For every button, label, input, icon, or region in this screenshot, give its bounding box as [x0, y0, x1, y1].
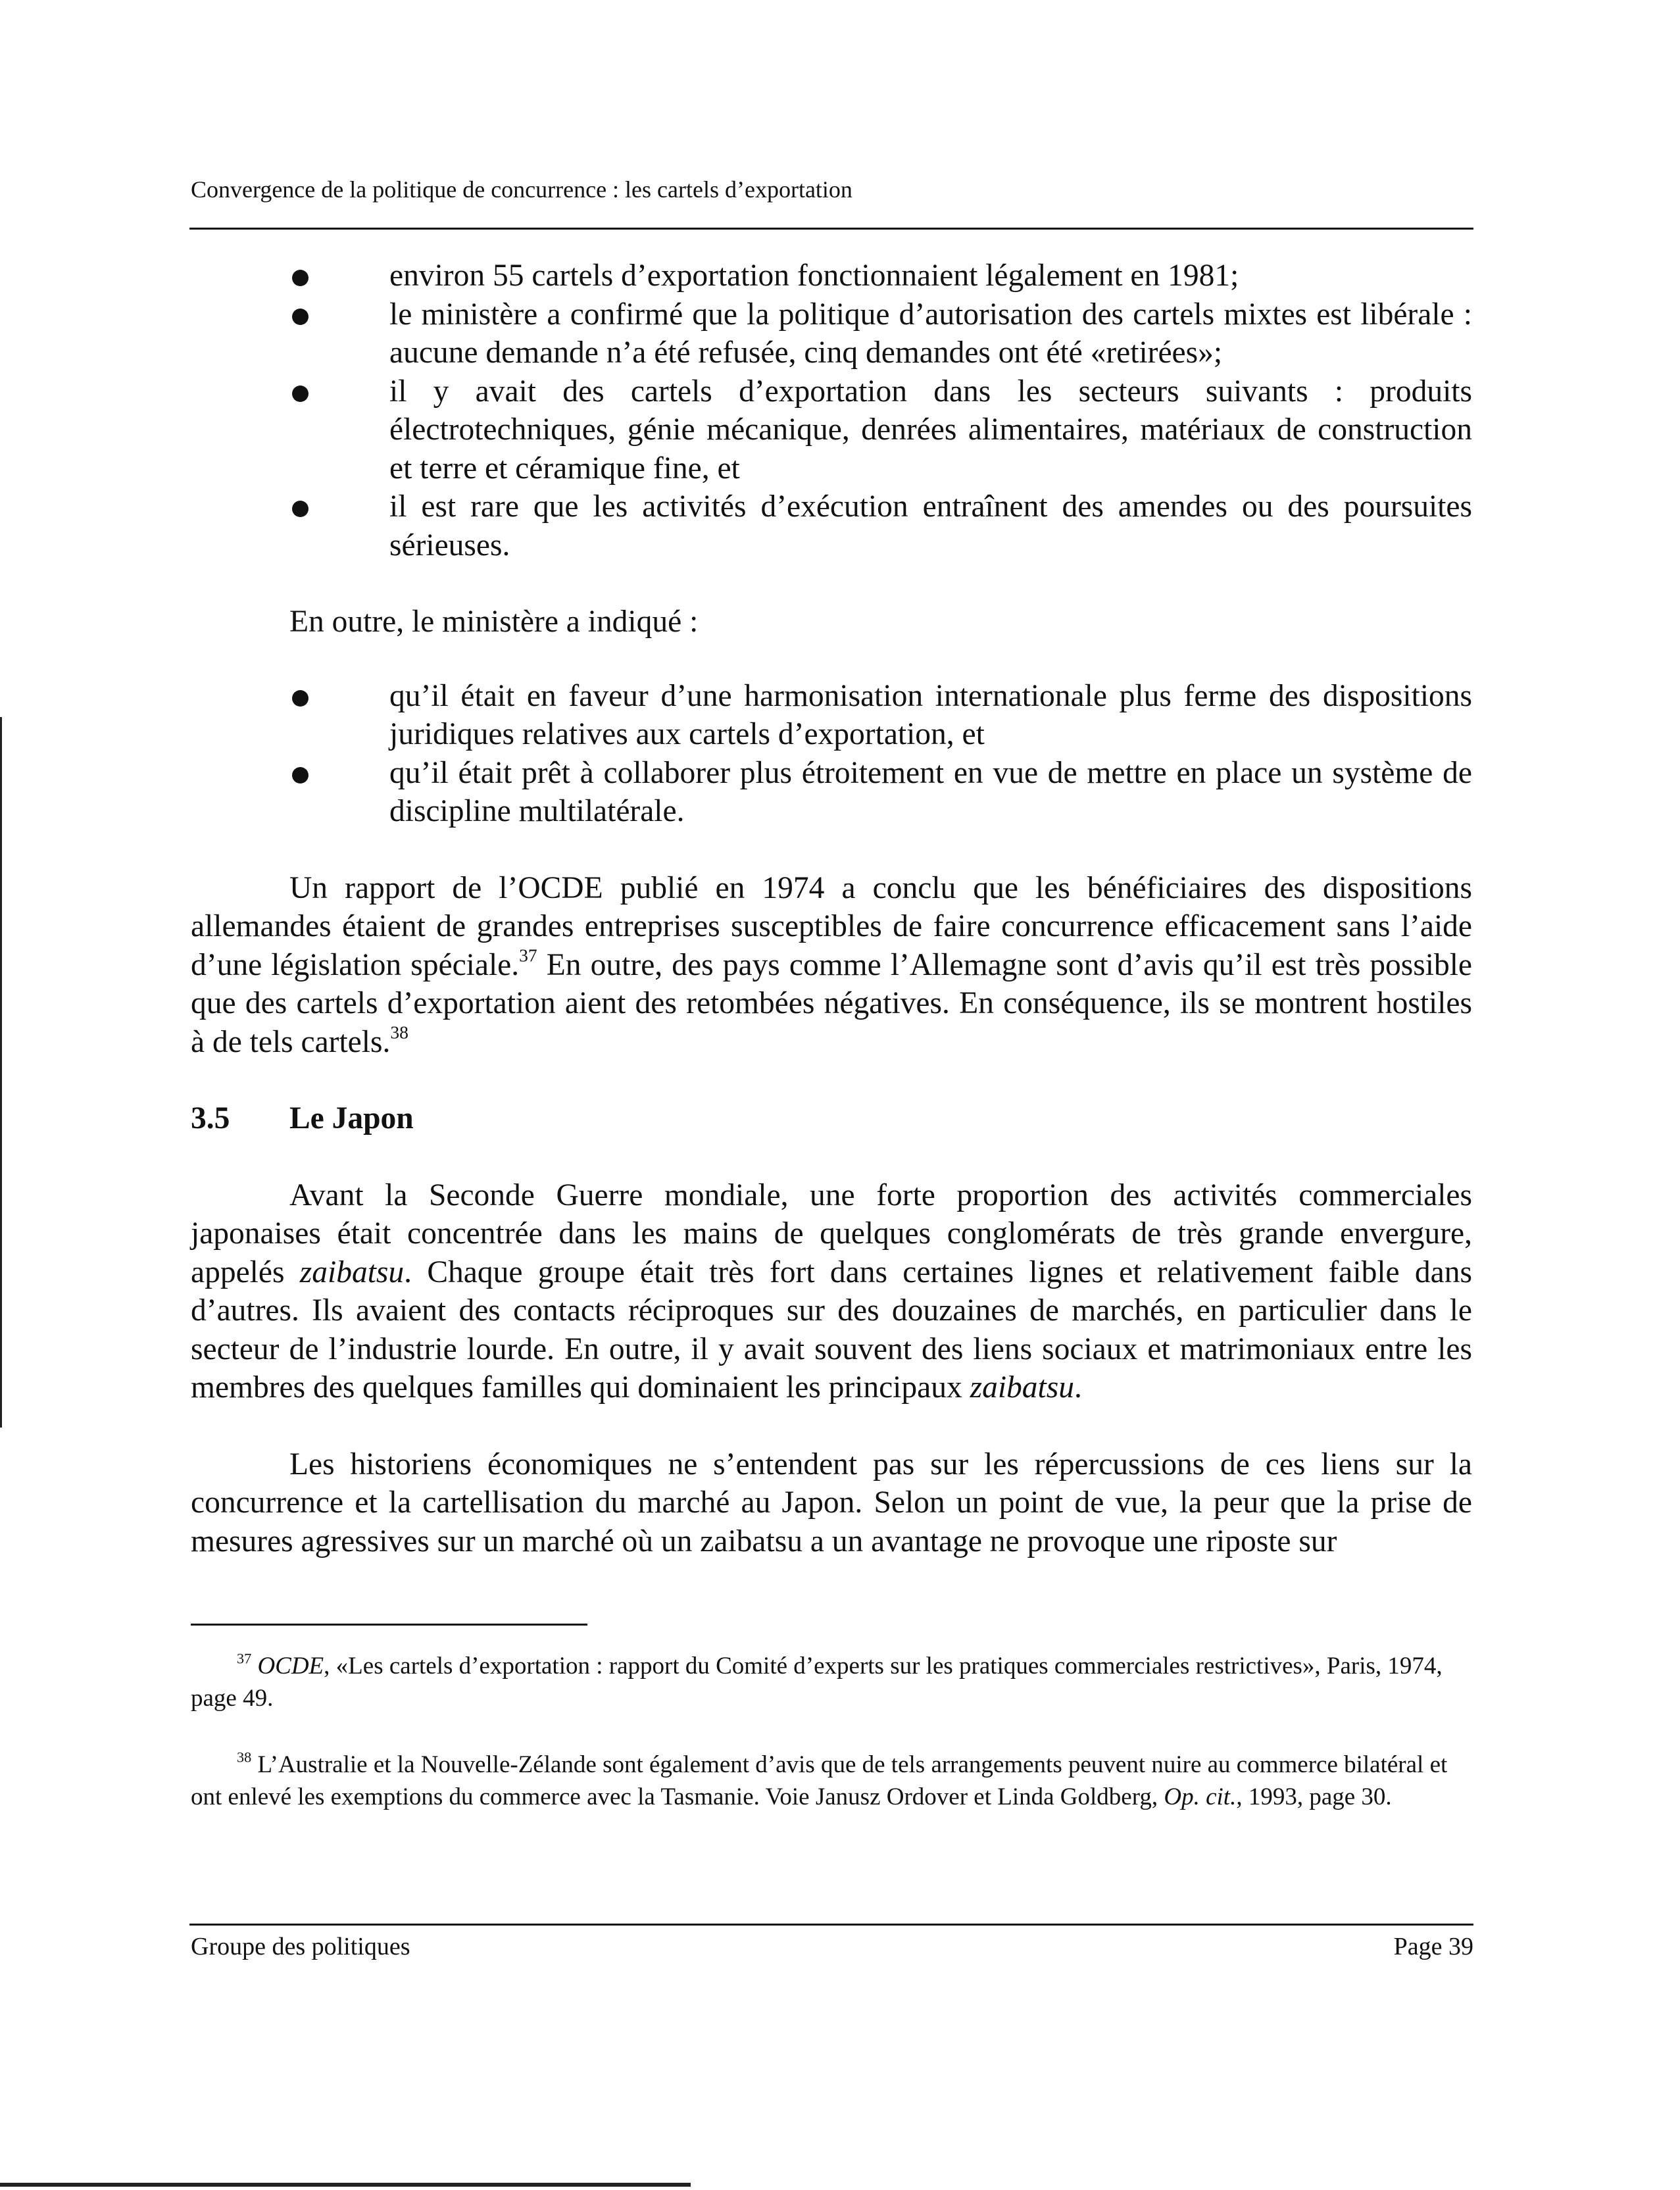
- list-item: qu’il était en faveur d’une harmonisation internationale plus ferme des dispositions juridiques relatives aux cartels d’exportation, et: [191, 677, 1472, 754]
- bullet-icon: [292, 309, 309, 325]
- bullet-list-findings: [191, 257, 1472, 564]
- page-number: Page 39: [1393, 1933, 1473, 1960]
- paragraph-historians: Les historiens économiques ne s’entendent pas sur les répercussions de ces liens sur la concurrence et la cartellisation du marché au Japon. Selon un point de vue, la peur que la prise de mesures agressives sur un marché où un zaibatsu a un avantage ne provoque une riposte sur: [191, 1447, 1472, 1558]
- list-item: environ 55 cartels d’exportation fonctionnaient légalement en 1981;: [191, 257, 1472, 295]
- running-header: Convergence de la politique de concurrence : les cartels d’exportation: [191, 176, 852, 203]
- scan-bottom-edge: [0, 2183, 691, 2187]
- bullet-icon: [292, 501, 309, 517]
- footnote-37: $^{37}$ OCDE, «Les cartels d’exportation : rapport du Comité d’experts sur les pratiques commerciales restrictives», Paris, 1974, page 49.: [191, 1650, 1443, 1712]
- footnote-separator: [191, 1624, 587, 1626]
- footer-rule: [189, 1924, 1473, 1926]
- section-title: Le Japon: [289, 1101, 414, 1135]
- section-number: 3.5: [191, 1101, 230, 1135]
- main-text: [191, 257, 1472, 1560]
- bullet-icon: [292, 690, 309, 707]
- bullet-icon: [292, 386, 309, 402]
- bullet-list-positions: [191, 677, 1472, 831]
- footnote-ref-37: 37: [519, 944, 537, 965]
- paragraph-zaibatsu: Avant la Seconde Guerre mondiale, une forte proportion des activités commerciales japonaises était concentrée dans les mains de quelques conglomérats de très grande envergure, appelés zaibatsu. Chaque groupe était très fort dans certaines lignes et relativement faible dans d’autres. Ils avaient des contacts réciproques sur des douzaines de marchés, en particulier dans le secteur de l’industrie lourde. En outre, il y avait souvent des liens sociaux et matrimoniaux entre les membres des quelques familles qui dominaient les principaux zaibatsu.: [191, 1178, 1472, 1405]
- footnotes: [191, 1650, 1481, 1813]
- paragraph-ocde-report: Un rapport de l’OCDE publié en 1974 a conclu que les bénéficiaires des dispositions allemandes étaient de grandes entreprises susceptibles de faire concurrence efficacement sans l’aide d’une législation spéciale.$^{37}$ En outre, des pays comme l’Allemagne sont d’avis qu’il est très possible que des cartels d’exportation aient des retombées négatives. En conséquence, ils se montrent hostiles à de tels cartels.$^{38}$: [191, 870, 1472, 1059]
- header-rule: [189, 228, 1473, 230]
- footnote-ref-38: 38: [390, 1021, 408, 1042]
- section-heading: [191, 1099, 1472, 1138]
- intro-paragraph: En outre, le ministère a indiqué :: [289, 605, 699, 639]
- scan-edge-line: [0, 717, 2, 1428]
- list-item: le ministère a confirmé que la politique d’autorisation des cartels mixtes est libérale : aucune demande n’a été refusée, cinq demandes ont été «retirées»;: [191, 295, 1472, 372]
- footer-publisher: Groupe des politiques: [191, 1933, 410, 1960]
- bullet-icon: [292, 270, 309, 286]
- list-item: il est rare que les activités d’exécution entraînent des amendes ou des poursuites sérieuses.: [191, 487, 1472, 564]
- list-item: il y avait des cartels d’exportation dans les secteurs suivants : produits électrotechniques, génie mécanique, denrées alimentaires, matériaux de construction et terre et céramique fine, et: [191, 372, 1472, 488]
- footnote-38: $^{38}$ L’Australie et la Nouvelle-Zélande sont également d’avis que de tels arrangements peuvent nuire au commerce bilatéral et ont enlevé les exemptions du commerce avec la Tasmanie. Voie Janusz Ordover et Linda Goldberg, Op. cit., 1993, page 30.: [191, 1749, 1448, 1810]
- list-item: qu’il était prêt à collaborer plus étroitement en vue de mettre en place un système de discipline multilatérale.: [191, 754, 1472, 831]
- bullet-icon: [292, 767, 309, 784]
